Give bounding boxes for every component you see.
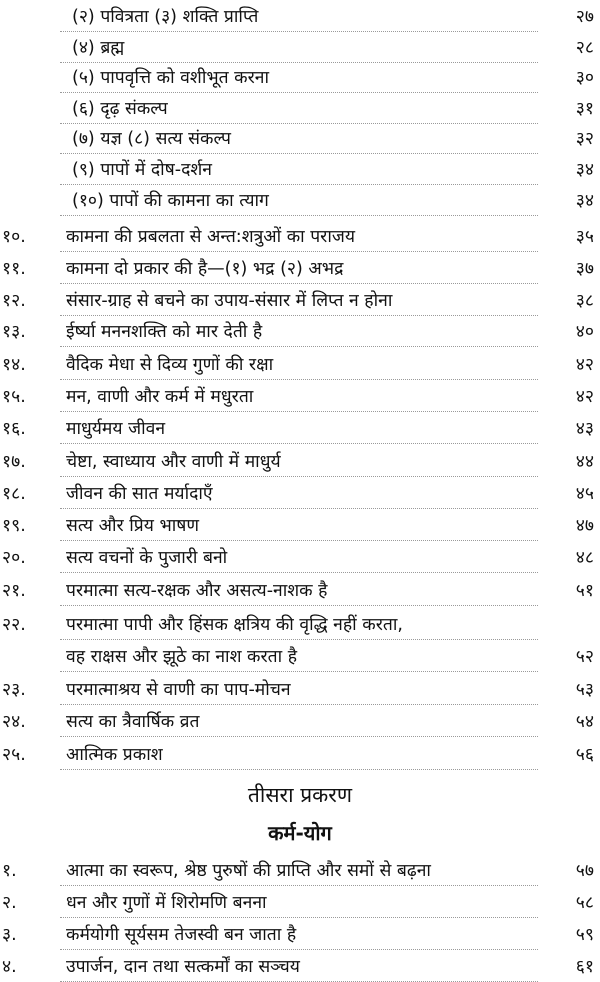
- entry-title: जीवन की सात मर्यादाएँ: [66, 484, 213, 504]
- toc-entry: [0, 888, 600, 918]
- toc-entry: [0, 286, 600, 316]
- dotted-rule: [60, 572, 538, 573]
- section-subheading: कर्म-योग: [268, 821, 332, 845]
- entry-page-number: ४७: [575, 516, 594, 536]
- toc-entry: [0, 610, 600, 640]
- entry-number: १२.: [2, 291, 26, 311]
- toc-entry: [0, 94, 600, 124]
- toc-entry: [0, 186, 600, 216]
- toc-entry: [0, 642, 600, 672]
- entry-number: १४.: [2, 355, 26, 375]
- dotted-rule: [60, 315, 538, 316]
- entry-number: २३.: [2, 680, 26, 700]
- entry-number: २४.: [2, 712, 26, 732]
- entry-title: सत्य वचनों के पुजारी बनो: [66, 548, 228, 568]
- entry-title: चेष्टा, स्वाध्याय और वाणी में माधुर्य: [66, 452, 281, 472]
- entry-page-number: ५१: [575, 581, 594, 601]
- entry-title: परमात्मा पापी और हिंसक क्षत्रिय की वृद्धि नहीं करता,: [66, 615, 403, 635]
- dotted-rule: [60, 346, 538, 347]
- toc-entry: [0, 222, 600, 252]
- entry-page-number: २८: [575, 38, 594, 58]
- entry-title: ईर्ष्या मननशक्ति को मार देती है: [66, 322, 263, 342]
- entry-number: २०.: [2, 548, 26, 568]
- toc-entry: [0, 2, 600, 32]
- dotted-rule: [60, 885, 538, 886]
- entry-title: वैदिक मेधा से दिव्य गुणों की रक्षा: [66, 355, 274, 375]
- toc-entry: [0, 447, 600, 477]
- dotted-rule: [60, 251, 538, 252]
- entry-page-number: ५८: [575, 893, 594, 913]
- entry-number: ११.: [2, 259, 26, 279]
- entry-title: (७) यज्ञ (८) सत्य संकल्प: [72, 129, 231, 149]
- entry-number: १०.: [2, 227, 26, 247]
- dotted-rule: [60, 215, 538, 216]
- entry-title: माधुर्यमय जीवन: [66, 419, 166, 439]
- entry-title: उपार्जन, दान तथा सत्कर्मों का सञ्चय: [66, 957, 300, 977]
- entry-title: परमात्माश्रय से वाणी का पाप-मोचन: [66, 680, 291, 700]
- dotted-rule: [60, 379, 538, 380]
- entry-page-number: ४२: [575, 387, 594, 407]
- entry-number: २१.: [2, 581, 26, 601]
- entry-title: कामना दो प्रकार की है—(१) भद्र (२) अभद्र: [66, 259, 344, 279]
- dotted-rule: [60, 736, 538, 737]
- entry-number: १८.: [2, 484, 26, 504]
- entry-page-number: ३४: [575, 160, 594, 180]
- entry-title: आत्मिक प्रकाश: [66, 745, 163, 765]
- entry-page-number: ५९: [575, 925, 594, 945]
- dotted-rule: [60, 153, 538, 154]
- dotted-rule: [60, 476, 538, 477]
- section-heading: तीसरा प्रकरण: [247, 783, 353, 807]
- entry-title: मन, वाणी और कर्म में मधुरता: [66, 387, 254, 407]
- toc-entry: [0, 675, 600, 705]
- entry-page-number: ३८: [575, 291, 594, 311]
- entry-page-number: ५४: [575, 712, 594, 732]
- toc-entry: [0, 920, 600, 950]
- entry-title: (६) दृढ़ संकल्प: [72, 99, 168, 119]
- toc-entry: [0, 479, 600, 509]
- entry-page-number: ४४: [575, 452, 594, 472]
- toc-entry: [0, 350, 600, 380]
- entry-number: १.: [2, 861, 17, 881]
- entry-number: ३.: [2, 925, 17, 945]
- entry-page-number: ५६: [575, 745, 594, 765]
- entry-title: (९) पापों में दोष-दर्शन: [72, 160, 213, 180]
- entry-title: (२) पवित्रता (३) शक्ति प्राप्ति: [72, 7, 259, 27]
- entry-page-number: ४३: [575, 419, 594, 439]
- entry-page-number: ५७: [575, 861, 594, 881]
- entry-page-number: ३१: [575, 99, 594, 119]
- dotted-rule: [60, 949, 538, 950]
- entry-title: (४) ब्रह्म: [72, 38, 125, 58]
- entry-title: परमात्मा सत्य-रक्षक और असत्य-नाशक है: [66, 581, 328, 601]
- entry-title: सत्य और प्रिय भाषण: [66, 516, 200, 536]
- dotted-rule: [60, 540, 538, 541]
- toc-entry: [0, 856, 600, 886]
- entry-number: २५.: [2, 745, 26, 765]
- dotted-rule: [60, 605, 538, 606]
- dotted-rule: [60, 283, 538, 284]
- entry-page-number: ३२: [575, 129, 594, 149]
- toc-entry: [0, 414, 600, 444]
- toc-entry: [0, 707, 600, 737]
- dotted-rule: [60, 704, 538, 705]
- entry-page-number: ६१: [575, 957, 594, 977]
- entry-page-number: ४२: [575, 355, 594, 375]
- entry-number: १९.: [2, 516, 26, 536]
- entry-page-number: ३०: [575, 68, 594, 88]
- entry-title: आत्मा का स्वरूप, श्रेष्ठ पुरुषों की प्राप्ति और समों से बढ़ना: [66, 861, 431, 881]
- toc-entry: [0, 33, 600, 63]
- toc-entry: [0, 543, 600, 573]
- dotted-rule: [60, 917, 538, 918]
- entry-title: कामना की प्रबलता से अन्त:शत्रुओं का पराजय: [66, 227, 355, 247]
- entry-title: धन और गुणों में शिरोमणि बनना: [66, 893, 267, 913]
- entry-title: सत्य का त्रैवार्षिक व्रत: [66, 712, 200, 732]
- entry-number: १७.: [2, 452, 26, 472]
- entry-page-number: ५२: [575, 647, 594, 667]
- entry-title: (१०) पापों की कामना का त्याग: [72, 191, 269, 211]
- entry-title: कर्मयोगी सूर्यसम तेजस्वी बन जाता है: [66, 925, 297, 945]
- toc-entry: [0, 317, 600, 347]
- toc-entry: [0, 511, 600, 541]
- entry-page-number: ३४: [575, 191, 594, 211]
- entry-number: १६.: [2, 419, 26, 439]
- entry-title: संसार-ग्राह से बचने का उपाय-संसार में लिप्त न होना: [66, 291, 393, 311]
- entry-page-number: २७: [575, 7, 594, 27]
- entry-number: १५.: [2, 387, 26, 407]
- toc-entry: [0, 155, 600, 185]
- entry-number: २२.: [2, 615, 26, 635]
- dotted-rule: [60, 508, 538, 509]
- entry-page-number: ५३: [575, 680, 594, 700]
- entry-number: २.: [2, 893, 17, 913]
- entry-page-number: ४५: [575, 484, 594, 504]
- dotted-rule: [60, 92, 538, 93]
- toc-entry: [0, 740, 600, 770]
- entry-number: १३.: [2, 322, 26, 342]
- entry-title: (५) पापवृत्ति को वशीभूत करना: [72, 68, 270, 88]
- dotted-rule: [60, 184, 538, 185]
- dotted-rule: [60, 769, 538, 770]
- entry-page-number: ३५: [575, 227, 594, 247]
- entry-page-number: ४८: [575, 548, 594, 568]
- entry-page-number: ३७: [575, 259, 594, 279]
- dotted-rule: [60, 411, 538, 412]
- toc-entry: [0, 254, 600, 284]
- dotted-rule: [60, 443, 538, 444]
- toc-entry: [0, 576, 600, 606]
- toc-entry: [0, 63, 600, 93]
- entry-number: ४.: [2, 957, 17, 977]
- entry-title: वह राक्षस और झूठे का नाश करता है: [66, 647, 298, 667]
- entry-page-number: ४०: [575, 322, 594, 342]
- toc-entry: [0, 382, 600, 412]
- dotted-rule: [60, 639, 538, 640]
- dotted-rule: [60, 31, 538, 32]
- toc-entry: [0, 124, 600, 154]
- dotted-rule: [60, 671, 538, 672]
